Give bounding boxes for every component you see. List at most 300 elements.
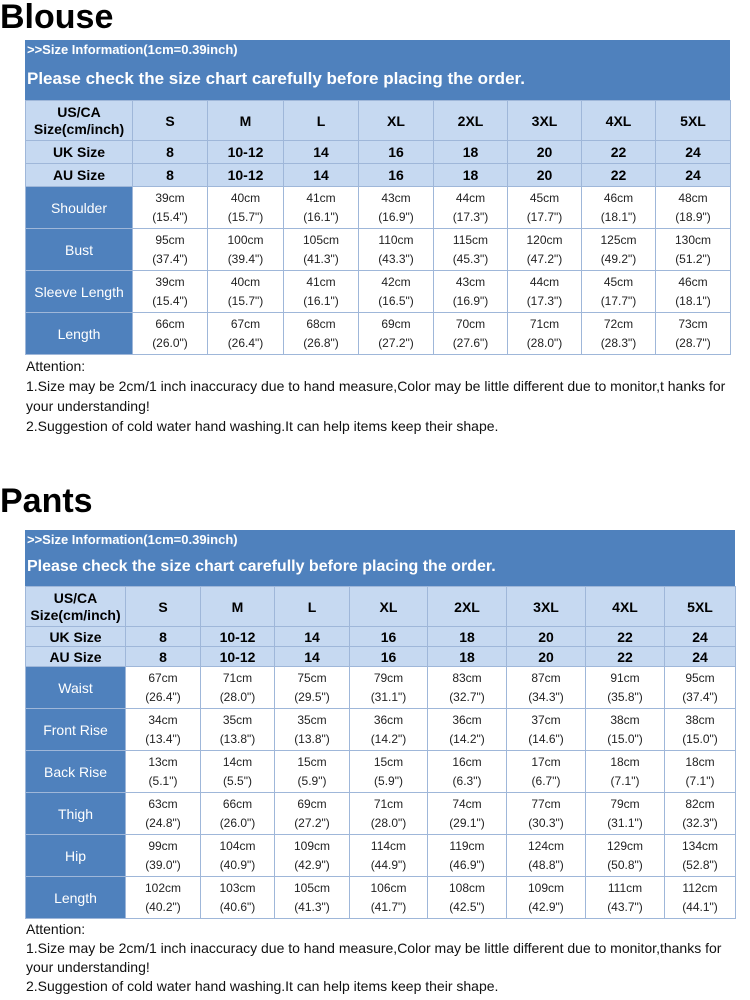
measurement-row: [26, 313, 731, 355]
measurement-row: [26, 187, 731, 229]
value-inch: (39.4"): [227, 251, 264, 266]
uk-size-cell: 24: [656, 141, 731, 164]
value-inch: (26.4"): [145, 689, 181, 704]
value-cm: 73cm: [678, 316, 708, 331]
value-cm: 41cm: [306, 274, 336, 289]
value-inch: (34.3"): [528, 689, 564, 704]
value-cm: 115cm: [452, 232, 489, 247]
au-size-cell: 16: [350, 647, 428, 667]
uk-size-cell: 16: [359, 141, 434, 164]
value-inch: (52.8"): [682, 857, 718, 872]
measurement-label: Length: [26, 313, 133, 355]
au-size-cell: 20: [507, 647, 586, 667]
value-cm: 37cm: [531, 712, 561, 727]
measurement-value-cell: [359, 229, 434, 271]
value-cm: 66cm: [155, 316, 185, 331]
value-inch: (16.9"): [452, 293, 489, 308]
measurement-value-cell: [201, 709, 275, 751]
value-inch: (29.5"): [294, 689, 330, 704]
value-cm: 87cm: [531, 670, 561, 685]
uk-size-cell: 18: [434, 141, 508, 164]
measurement-value-cell: [126, 835, 201, 877]
measurement-value-cell: [126, 751, 201, 793]
value-cm: 104cm: [219, 838, 256, 853]
value-inch: (37.4"): [682, 689, 718, 704]
measurement-value-cell: [201, 667, 275, 709]
value-cm: 114cm: [370, 838, 407, 853]
value-inch: (28.7"): [675, 335, 711, 350]
value-cm: 46cm: [603, 190, 634, 205]
value-inch: (14.2"): [449, 731, 485, 746]
measurement-value-cell: [133, 313, 208, 355]
value-cm: 43cm: [455, 274, 486, 289]
measurement-value-cell: [656, 313, 731, 355]
measurement-label: Length: [26, 877, 126, 919]
value-cm: 39cm: [155, 274, 185, 289]
au-size-cell: 16: [359, 164, 434, 187]
value-inch: (26.0"): [219, 815, 256, 830]
value-cm: 82cm: [685, 796, 715, 811]
uk-size-cell: 10-12: [208, 141, 284, 164]
measurement-value-cell: [275, 793, 350, 835]
au-size-label: AU Size: [26, 647, 126, 667]
value-inch: (16.5"): [378, 293, 414, 308]
value-cm: 68cm: [306, 316, 336, 331]
value-inch: (28.0"): [370, 815, 407, 830]
value-inch: (15.0"): [682, 731, 718, 746]
value-cm: 42cm: [381, 274, 411, 289]
measurement-value-cell: [350, 667, 428, 709]
uk-size-row: [26, 627, 736, 647]
measurement-value-cell: [275, 709, 350, 751]
value-inch: (42.9"): [528, 899, 564, 914]
measurement-value-cell: [350, 751, 428, 793]
size-column-label: US/CA Size(cm/inch): [26, 587, 126, 627]
au-size-cell: 18: [434, 164, 508, 187]
uk-size-cell: 18: [428, 627, 507, 647]
value-inch: (14.6"): [528, 731, 564, 746]
value-cm: 103cm: [219, 880, 256, 895]
measurement-value-cell: [201, 877, 275, 919]
measurement-value-cell: [133, 229, 208, 271]
value-cm: 13cm: [148, 754, 178, 769]
value-cm: 17cm: [531, 754, 561, 769]
measurement-value-cell: [656, 271, 731, 313]
au-size-cell: 20: [508, 164, 582, 187]
uk-size-cell: 22: [586, 627, 665, 647]
measurement-value-cell: [208, 271, 284, 313]
measurement-label: Hip: [26, 835, 126, 877]
value-inch: (46.9"): [449, 857, 485, 872]
value-inch: (41.7"): [370, 899, 407, 914]
blouse-banner: [25, 40, 730, 100]
measurement-value-cell: [586, 835, 665, 877]
value-inch: (39.0"): [145, 857, 181, 872]
value-inch: (15.7"): [227, 293, 264, 308]
value-inch: (15.4"): [152, 209, 188, 224]
note-washing: 2.Suggestion of cold water hand washing.It can help items keep their shape.: [26, 418, 499, 434]
au-size-cell: 10-12: [201, 647, 275, 667]
au-size-cell: 8: [133, 164, 208, 187]
value-inch: (17.3"): [452, 209, 489, 224]
measurement-value-cell: [359, 271, 434, 313]
value-inch: (13.8"): [294, 731, 330, 746]
value-cm: 120cm: [526, 232, 563, 247]
value-cm: 39cm: [155, 190, 185, 205]
value-inch: (43.3"): [378, 251, 414, 266]
value-inch: (50.8"): [607, 857, 643, 872]
size-check-notice: Please check the size chart carefully before placing the order.: [27, 558, 496, 575]
value-cm: 40cm: [230, 190, 261, 205]
measurement-value-cell: [428, 667, 507, 709]
measurement-value-cell: [208, 313, 284, 355]
value-inch: (49.2"): [600, 251, 637, 266]
value-inch: (16.1"): [303, 209, 339, 224]
measurement-value-cell: [126, 877, 201, 919]
measurement-value-cell: [350, 877, 428, 919]
au-size-cell: 10-12: [208, 164, 284, 187]
value-cm: 102cm: [144, 880, 182, 895]
value-inch: (28.0"): [219, 689, 256, 704]
size-header-cell: 4XL: [586, 587, 665, 627]
value-inch: (18.9"): [675, 209, 711, 224]
size-header-cell: 5XL: [656, 101, 731, 141]
measurement-value-cell: [133, 271, 208, 313]
value-cm: 46cm: [678, 274, 708, 289]
value-inch: (43.7"): [607, 899, 643, 914]
measurement-value-cell: [582, 229, 656, 271]
value-cm: 38cm: [610, 712, 640, 727]
value-inch: (29.1"): [449, 815, 485, 830]
blouse-size-chart: [25, 40, 730, 436]
attention-label: Attention:: [26, 921, 86, 937]
value-inch: (41.3"): [294, 899, 330, 914]
au-size-cell: 22: [582, 164, 656, 187]
measurement-row: [26, 709, 736, 751]
measurement-value-cell: [350, 709, 428, 751]
value-cm: 112cm: [682, 880, 718, 895]
value-cm: 38cm: [685, 712, 715, 727]
measurement-value-cell: [284, 229, 359, 271]
value-inch: (44.1"): [682, 899, 718, 914]
size-header-cell: L: [284, 101, 359, 141]
value-inch: (32.7"): [449, 689, 485, 704]
value-inch: (5.5"): [223, 773, 252, 788]
au-size-cell: 24: [656, 164, 731, 187]
value-inch: (41.3"): [303, 251, 339, 266]
measurement-value-cell: [284, 313, 359, 355]
measurement-value-cell: [507, 793, 586, 835]
value-inch: (18.1"): [675, 293, 711, 308]
measurement-row: [26, 229, 731, 271]
value-inch: (45.3"): [452, 251, 489, 266]
value-inch: (40.2"): [145, 899, 181, 914]
measurement-value-cell: [507, 751, 586, 793]
value-inch: (26.4"): [227, 335, 264, 350]
value-inch: (51.2"): [675, 251, 711, 266]
value-inch: (28.3"): [600, 335, 637, 350]
value-inch: (24.8"): [145, 815, 181, 830]
measurement-value-cell: [275, 877, 350, 919]
size-info-text: >>Size Information(1cm=0.39inch): [27, 42, 238, 57]
pants-attention-notes: [25, 920, 735, 996]
value-cm: 71cm: [529, 316, 560, 331]
size-info-text: >>Size Information(1cm=0.39inch): [27, 532, 238, 547]
measurement-value-cell: [665, 793, 736, 835]
value-cm: 18cm: [685, 754, 715, 769]
value-cm: 111cm: [607, 880, 643, 895]
value-inch: (27.2"): [378, 335, 414, 350]
size-check-notice: Please check the size chart carefully before placing the order.: [27, 69, 525, 88]
value-cm: 63cm: [148, 796, 178, 811]
value-inch: (15.4"): [152, 293, 188, 308]
value-cm: 72cm: [603, 316, 634, 331]
au-size-cell: 22: [586, 647, 665, 667]
measurement-value-cell: [665, 709, 736, 751]
blouse-title: Blouse: [0, 0, 114, 36]
value-inch: (7.1"): [610, 773, 640, 788]
measurement-value-cell: [508, 229, 582, 271]
measurement-value-cell: [586, 877, 665, 919]
measurement-value-cell: [208, 229, 284, 271]
value-cm: 75cm: [297, 670, 327, 685]
measurement-value-cell: [586, 709, 665, 751]
measurement-value-cell: [428, 751, 507, 793]
au-size-label: AU Size: [26, 164, 133, 187]
value-inch: (17.7"): [600, 293, 637, 308]
value-inch: (7.1"): [685, 773, 715, 788]
value-cm: 35cm: [222, 712, 253, 727]
value-inch: (30.3"): [528, 815, 564, 830]
measurement-value-cell: [359, 313, 434, 355]
value-cm: 48cm: [678, 190, 708, 205]
us-ca-size-row: [26, 587, 736, 627]
size-header-cell: 3XL: [508, 101, 582, 141]
measurement-value-cell: [275, 751, 350, 793]
size-header-cell: M: [201, 587, 275, 627]
measurement-value-cell: [275, 835, 350, 877]
value-inch: (40.6"): [219, 899, 256, 914]
uk-size-label: UK Size: [26, 141, 133, 164]
value-inch: (5.9"): [374, 773, 403, 788]
measurement-value-cell: [586, 751, 665, 793]
value-cm: 66cm: [222, 796, 253, 811]
measurement-value-cell: [586, 667, 665, 709]
measurement-value-cell: [284, 271, 359, 313]
measurement-label: Shoulder: [26, 187, 133, 229]
size-header-cell: 2XL: [434, 101, 508, 141]
uk-size-cell: 8: [133, 141, 208, 164]
blouse-attention-notes: [25, 356, 730, 436]
measurement-value-cell: [582, 187, 656, 229]
measurement-value-cell: [507, 877, 586, 919]
value-cm: 130cm: [674, 232, 712, 247]
value-cm: 109cm: [527, 880, 565, 895]
size-header-cell: S: [133, 101, 208, 141]
measurement-value-cell: [665, 751, 736, 793]
uk-size-row: [26, 141, 731, 164]
au-size-cell: 18: [428, 647, 507, 667]
blouse-size-table: [25, 100, 731, 355]
uk-size-cell: 20: [508, 141, 582, 164]
measurement-value-cell: [434, 187, 508, 229]
value-cm: 95cm: [685, 670, 715, 685]
value-cm: 99cm: [148, 838, 178, 853]
value-cm: 15cm: [373, 754, 404, 769]
value-inch: (42.9"): [294, 857, 330, 872]
value-inch: (35.8"): [607, 689, 643, 704]
au-size-cell: 24: [665, 647, 736, 667]
value-inch: (42.5"): [449, 899, 485, 914]
measurement-value-cell: [434, 229, 508, 271]
au-size-row: [26, 164, 731, 187]
measurement-label: Thigh: [26, 793, 126, 835]
value-inch: (15.7"): [227, 209, 264, 224]
measurement-label: Back Rise: [26, 751, 126, 793]
value-cm: 45cm: [529, 190, 560, 205]
au-size-cell: 8: [126, 647, 201, 667]
measurement-value-cell: [275, 667, 350, 709]
value-inch: (17.3"): [526, 293, 563, 308]
uk-size-cell: 10-12: [201, 627, 275, 647]
measurement-value-cell: [201, 751, 275, 793]
value-cm: 106cm: [370, 880, 407, 895]
measurement-value-cell: [126, 793, 201, 835]
au-size-cell: 14: [275, 647, 350, 667]
uk-size-label: UK Size: [26, 627, 126, 647]
value-inch: (48.8"): [528, 857, 564, 872]
measurement-value-cell: [201, 793, 275, 835]
uk-size-cell: 22: [582, 141, 656, 164]
size-header-cell: 2XL: [428, 587, 507, 627]
value-inch: (16.1"): [303, 293, 339, 308]
value-inch: (5.1"): [148, 773, 178, 788]
size-header-cell: L: [275, 587, 350, 627]
note-hand-measure: 1.Size may be 2cm/1 inch inaccuracy due to hand measure,Color may be little different due to monitor,thanks for your understanding!: [26, 940, 722, 975]
uk-size-cell: 14: [275, 627, 350, 647]
measurement-value-cell: [507, 709, 586, 751]
uk-size-cell: 16: [350, 627, 428, 647]
value-inch: (47.2"): [526, 251, 563, 266]
value-inch: (17.7"): [526, 209, 563, 224]
measurement-value-cell: [359, 187, 434, 229]
note-washing: 2.Suggestion of cold water hand washing.It can help items keep their shape.: [26, 978, 499, 994]
size-header-cell: M: [208, 101, 284, 141]
value-cm: 108cm: [448, 880, 486, 895]
pants-size-chart: [25, 530, 735, 996]
value-cm: 18cm: [610, 754, 640, 769]
measurement-row: [26, 877, 736, 919]
value-cm: 69cm: [297, 796, 327, 811]
value-cm: 43cm: [381, 190, 411, 205]
au-size-cell: 14: [284, 164, 359, 187]
measurement-value-cell: [434, 313, 508, 355]
pants-banner: [25, 530, 735, 586]
us-ca-size-row: [26, 101, 731, 141]
size-header-cell: 3XL: [507, 587, 586, 627]
pants-title: Pants: [0, 482, 93, 520]
value-cm: 134cm: [681, 838, 719, 853]
size-column-label: US/CA Size(cm/inch): [26, 101, 133, 141]
value-inch: (5.9"): [297, 773, 327, 788]
size-header-cell: XL: [359, 101, 434, 141]
value-cm: 41cm: [306, 190, 336, 205]
value-cm: 71cm: [222, 670, 253, 685]
value-inch: (15.0"): [607, 731, 643, 746]
measurement-value-cell: [208, 187, 284, 229]
value-inch: (40.9"): [219, 857, 256, 872]
measurement-label: Bust: [26, 229, 133, 271]
value-cm: 45cm: [603, 274, 634, 289]
value-cm: 129cm: [606, 838, 644, 853]
value-inch: (27.6"): [452, 335, 489, 350]
measurement-value-cell: [582, 313, 656, 355]
measurement-row: [26, 271, 731, 313]
note-hand-measure: 1.Size may be 2cm/1 inch inaccuracy due to hand measure,Color may be little different due to monitor,t hanks for your understanding!: [26, 378, 726, 414]
measurement-value-cell: [126, 667, 201, 709]
value-cm: 105cm: [293, 880, 331, 895]
value-inch: (26.8"): [303, 335, 339, 350]
measurement-row: [26, 667, 736, 709]
value-cm: 36cm: [373, 712, 404, 727]
measurement-value-cell: [133, 187, 208, 229]
value-cm: 16cm: [452, 754, 482, 769]
measurement-value-cell: [656, 187, 731, 229]
measurement-value-cell: [665, 877, 736, 919]
measurement-row: [26, 835, 736, 877]
value-cm: 67cm: [230, 316, 261, 331]
value-inch: (26.0"): [152, 335, 188, 350]
value-inch: (27.2"): [294, 815, 330, 830]
au-size-row: [26, 647, 736, 667]
value-inch: (14.2"): [370, 731, 407, 746]
uk-size-cell: 8: [126, 627, 201, 647]
value-inch: (13.4"): [145, 731, 181, 746]
value-inch: (28.0"): [526, 335, 563, 350]
value-cm: 119cm: [449, 838, 485, 853]
value-inch: (31.1"): [370, 689, 407, 704]
size-header-cell: S: [126, 587, 201, 627]
size-header-cell: XL: [350, 587, 428, 627]
measurement-value-cell: [656, 229, 731, 271]
value-cm: 44cm: [455, 190, 486, 205]
measurement-value-cell: [665, 667, 736, 709]
size-header-cell: 5XL: [665, 587, 736, 627]
value-inch: (16.9"): [378, 209, 414, 224]
value-cm: 124cm: [527, 838, 565, 853]
value-inch: (44.9"): [370, 857, 407, 872]
value-cm: 34cm: [148, 712, 178, 727]
value-inch: (13.8"): [219, 731, 256, 746]
measurement-value-cell: [350, 793, 428, 835]
value-cm: 110cm: [378, 232, 414, 247]
measurement-value-cell: [586, 793, 665, 835]
attention-label: Attention:: [26, 358, 86, 374]
value-inch: (18.1"): [600, 209, 637, 224]
measurement-value-cell: [350, 835, 428, 877]
measurement-value-cell: [665, 835, 736, 877]
value-inch: (31.1"): [607, 815, 643, 830]
value-inch: (32.3"): [682, 815, 718, 830]
value-inch: (6.3"): [452, 773, 482, 788]
size-header-cell: 4XL: [582, 101, 656, 141]
measurement-value-cell: [508, 271, 582, 313]
value-cm: 91cm: [610, 670, 640, 685]
value-cm: 14cm: [222, 754, 253, 769]
value-cm: 83cm: [452, 670, 482, 685]
value-cm: 15cm: [297, 754, 327, 769]
measurement-value-cell: [428, 709, 507, 751]
